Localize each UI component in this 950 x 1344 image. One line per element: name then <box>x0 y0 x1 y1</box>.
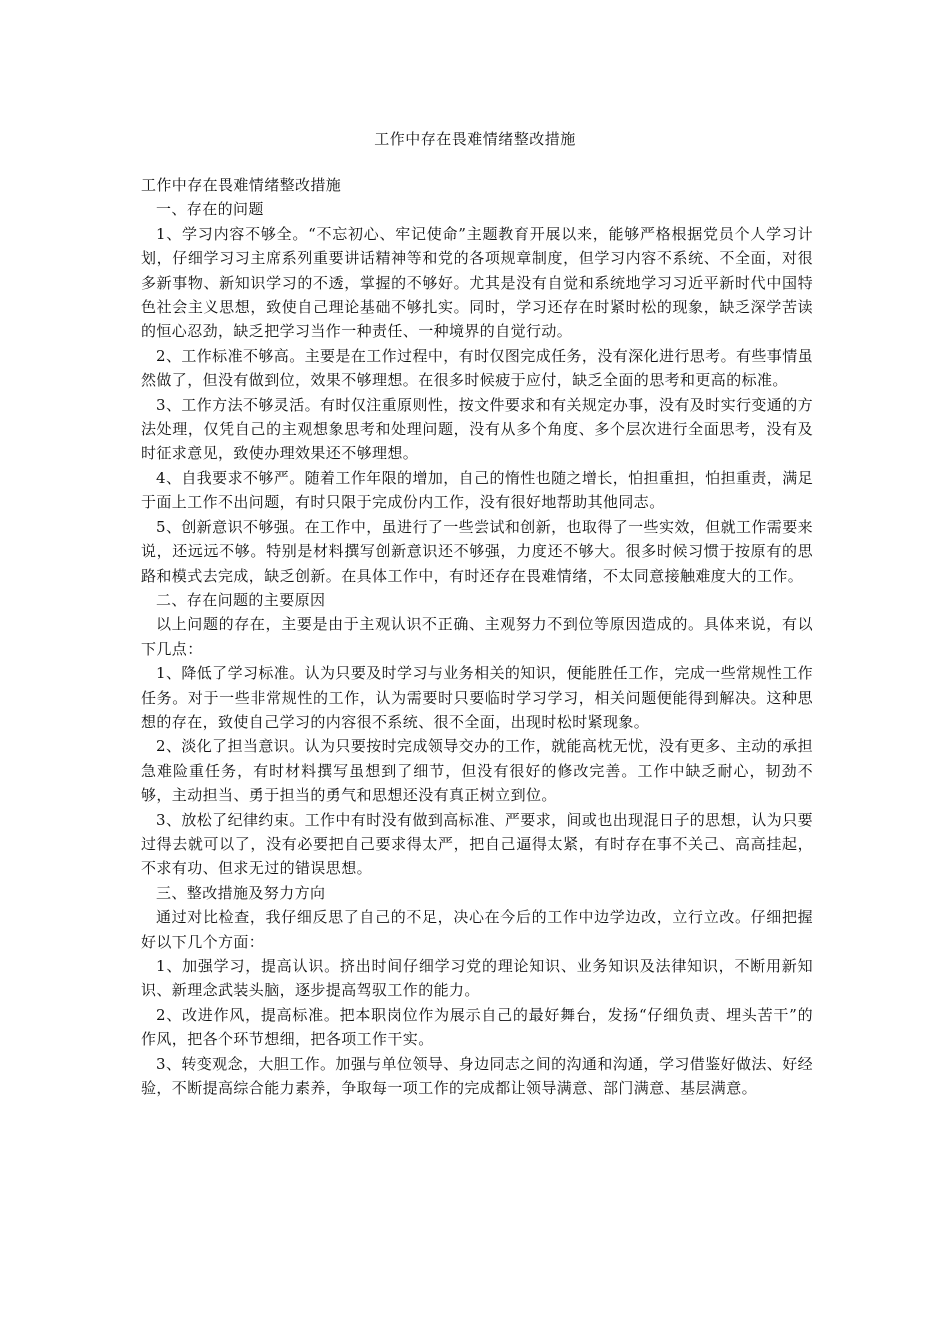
document-title: 工作中存在畏难情绪整改措施 <box>374 130 576 148</box>
paragraph: 4、自我要求不够严。随着工作年限的增加，自己的惰性也随之增长，怕担重担，怕担重责，满足于面上工作不出问题，有时只限于完成份内工作，没有很好地帮助其他同志。 <box>141 468 813 512</box>
section-heading-2: 二、存在问题的主要原因 <box>156 590 326 609</box>
paragraph: 通过对比检查，我仔细反思了自己的不足，决心在今后的工作中边学边改，立行立改。仔细把握好以下几个方面： <box>141 908 813 951</box>
section-heading-1: 一、存在的问题 <box>156 200 264 219</box>
paragraph: 5、创新意识不够强。在工作中，虽进行了一些尝试和创新，也取得了一些实效，但就工作需要来说，还远远不够。特别是材料撰写创新意识还不够强，力度还不够大。很多时候习惯于按原有的思路和模式去完成，缺乏创新。在具体工作中，有时还存在畏难情绪，不太同意接触难度大的工作。 <box>141 517 813 585</box>
paragraph: 2、淡化了担当意识。认为只要按时完成领导交办的工作，就能高枕无忧，没有更多、主动的承担急难险重任务，有时材料撰写虽想到了细节，但没有很好的修改完善。工作中缺乏耐心，韧劲不够，主动担当、勇于担当的勇气和思想还没有真正树立到位。 <box>141 737 813 805</box>
paragraph: 以上问题的存在，主要是由于主观认识不正确、主观努力不到位等原因造成的。具体来说，有以下几点： <box>141 615 813 658</box>
paragraph: 3、工作方法不够灵活。有时仅注重原则性，按文件要求和有关规定办事，没有及时实行变通的方法处理，仅凭自己的主观想象思考和处理问题，没有从多个角度、多个层次进行全面思考，没有及时征求意见，致使办理效果还不够理想。 <box>141 395 813 463</box>
body-heading: 工作中存在畏难情绪整改措施 <box>141 176 342 194</box>
paragraph: 1、学习内容不够全。“不忘初心、牢记使命”主题教育开展以来，能够严格根据党员个人学习计划，仔细学习习主席系列重要讲话精神等和党的各项规章制度，但学习内容不系统、不全面，对很多新事物、新知识学习的不透，掌握的不够好。尤其是没有自觉和系统地学习习近平新时代中国特色社会主义思想，致使自己理论基础不够扎实。同时，学习还存在时紧时松的现象，缺乏深学苦读的恒心忍劲，缺乏把学习当作一种责任、一种境界的自觉行动。 <box>141 224 813 341</box>
paragraph: 3、放松了纪律约束。工作中有时没有做到高标准、严要求，间或也出现混日子的思想，认为只要过得去就可以了，没有必要把自己要求得太严，把自己逼得太紧，有时存在事不关己、高高挂起，不求有功、但求无过的错误思想。 <box>141 810 813 878</box>
document-body <box>141 173 813 1100</box>
paragraph: 2、改进作风，提高标准。把本职岗位作为展示自己的最好舞台，发扬“仔细负责、埋头苦干”的作风，把各个环节想细，把各项工作干实。 <box>141 1005 813 1049</box>
section-heading-3: 三、整改措施及努力方向 <box>156 883 326 902</box>
paragraph: 2、工作标准不够高。主要是在工作过程中，有时仅图完成任务，没有深化进行思考。有些事情虽然做了，但没有做到位，效果不够理想。在很多时候疲于应付，缺乏全面的思考和更高的标准。 <box>141 346 813 390</box>
paragraph: 1、加强学习，提高认识。挤出时间仔细学习党的理论知识、业务知识及法律知识，不断用新知识、新理念武装头脑，逐步提高驾驭工作的能力。 <box>141 957 813 1000</box>
paragraph: 3、转变观念，大胆工作。加强与单位领导、身边同志之间的沟通和沟通，学习借鉴好做法、好经验，不断提高综合能力素养，争取每一项工作的完成都让领导满意、部门满意、基层满意。 <box>141 1054 813 1098</box>
paragraph: 1、降低了学习标准。认为只要及时学习与业务相关的知识，便能胜任工作，完成一些常规性工作任务。对于一些非常规性的工作，认为需要时只要临时学习学习，相关问题便能得到解决。这种思想的存在，致使自己学习的内容很不系统、很不全面，出现时松时紧现象。 <box>141 664 813 731</box>
